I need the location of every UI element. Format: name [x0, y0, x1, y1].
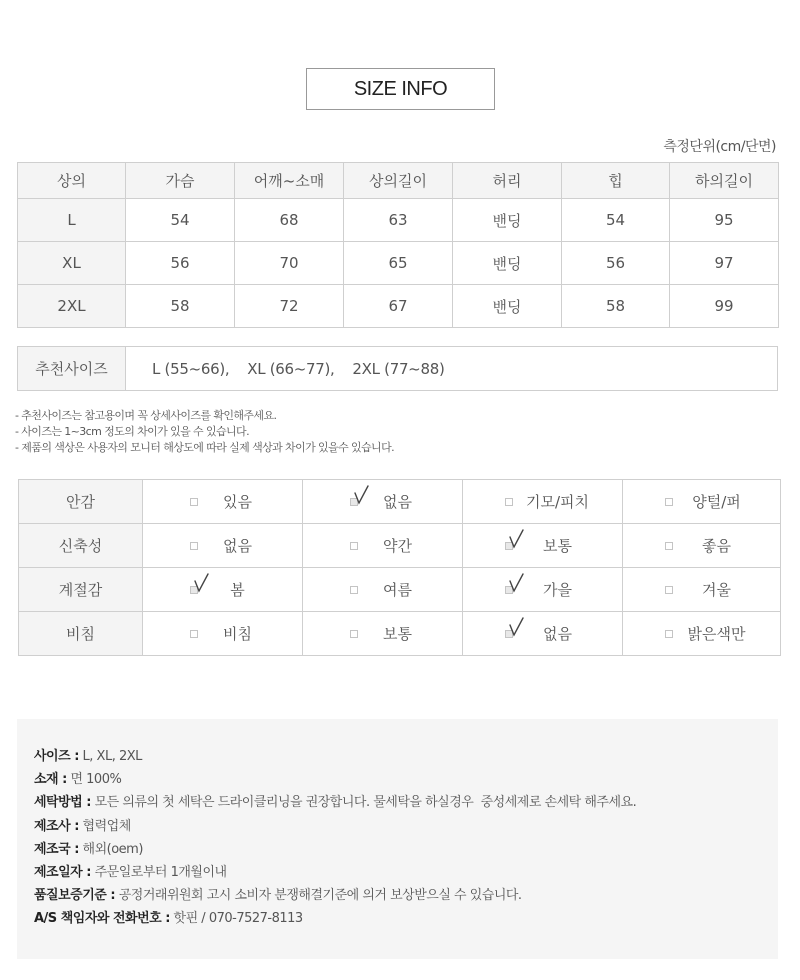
option-label: 여름 — [383, 581, 412, 599]
table-row — [18, 199, 779, 242]
size-notes — [15, 408, 394, 456]
note-line: - 제품의 색상은 사용자의 모니터 해상도에 따라 실제 색상과 차이가 있을수 있습니다. — [15, 441, 395, 454]
property-option[interactable] — [303, 568, 463, 612]
info-key: 세탁방법 : — [34, 795, 91, 811]
info-row — [34, 907, 778, 930]
property-label: 비침 — [19, 612, 143, 656]
table-cell: 95 — [670, 199, 779, 242]
info-row — [34, 791, 778, 814]
table-cell: 밴딩 — [453, 285, 562, 328]
option-label: 없음 — [383, 493, 412, 511]
info-value: 협력업체 — [78, 818, 131, 834]
checkmark-icon — [507, 616, 525, 638]
option-label: 봄 — [230, 581, 245, 599]
header-cell: 상의길이 — [344, 163, 453, 199]
property-option[interactable] — [623, 524, 781, 568]
size-table — [17, 162, 779, 328]
checkbox[interactable] — [665, 498, 673, 506]
size-label-cell: 2XL — [18, 285, 126, 328]
info-value: 공정거래위원회 고시 소비자 분쟁해결기준에 의거 보상받으실 수 있습니다. — [115, 888, 522, 904]
property-option[interactable] — [143, 524, 303, 568]
option-label: 보통 — [383, 625, 412, 643]
info-key: 사이즈 : — [34, 749, 79, 764]
note-line: - 사이즈는 1~3cm 정도의 차이가 있을 수 있습니다. — [15, 425, 249, 438]
option-label: 가을 — [543, 581, 572, 599]
info-value: 핫핀 / 070-7527-8113 — [169, 911, 303, 927]
option-label: 기모/피치 — [525, 493, 589, 511]
info-key: 소재 : — [34, 772, 67, 788]
size-label-cell: L — [18, 199, 126, 242]
property-option[interactable] — [143, 568, 303, 612]
size-table-header — [18, 163, 779, 199]
checkmark-icon — [507, 528, 525, 550]
table-cell: 58 — [562, 285, 670, 328]
info-key: 제조일자 : — [34, 865, 91, 881]
table-cell: 68 — [235, 199, 344, 242]
info-key: A/S 책임자와 전화번호 : — [34, 911, 170, 927]
property-option[interactable] — [143, 612, 303, 656]
info-value: L, XL, 2XL — [78, 749, 142, 764]
info-value: 면 100% — [66, 772, 122, 788]
recommended-size-value: L (55~66), XL (66~77), 2XL (77~88) — [126, 347, 778, 391]
property-option[interactable] — [143, 480, 303, 524]
option-label: 보통 — [543, 537, 572, 555]
option-label: 비침 — [223, 625, 252, 643]
option-label: 없음 — [543, 625, 572, 643]
property-option[interactable] — [623, 480, 781, 524]
table-cell: 58 — [126, 285, 235, 328]
note-line: - 추천사이즈는 참고용이며 꼭 상세사이즈를 확인해주세요. — [15, 409, 277, 422]
table-cell: 54 — [562, 199, 670, 242]
option-label: 양털/퍼 — [692, 493, 741, 511]
checkmark-icon — [507, 572, 525, 594]
info-row — [34, 815, 778, 838]
info-key: 품질보증기준 : — [34, 888, 116, 904]
checkbox[interactable] — [350, 542, 358, 550]
table-cell: 56 — [562, 242, 670, 285]
table-row — [19, 524, 781, 568]
info-key: 제조국 : — [34, 841, 79, 857]
size-label-cell: XL — [18, 242, 126, 285]
table-cell: 65 — [344, 242, 453, 285]
table-cell: 72 — [235, 285, 344, 328]
property-label: 안감 — [19, 480, 143, 524]
table-row — [18, 347, 778, 391]
option-label: 약간 — [383, 537, 412, 555]
option-label: 있음 — [223, 493, 252, 511]
property-option[interactable] — [303, 524, 463, 568]
measurement-unit-note: 측정단위(cm/단면) — [663, 139, 776, 155]
header-cell: 상의 — [18, 163, 126, 199]
checkbox[interactable] — [505, 498, 513, 506]
checkbox[interactable] — [190, 542, 198, 550]
table-cell: 99 — [670, 285, 779, 328]
info-row — [34, 768, 778, 791]
table-cell: 54 — [126, 199, 235, 242]
table-cell: 67 — [344, 285, 453, 328]
checkbox[interactable] — [190, 630, 198, 638]
property-option[interactable] — [623, 568, 781, 612]
property-option[interactable] — [463, 612, 623, 656]
info-value: 모든 의류의 첫 세탁은 드라이클리닝을 권장합니다. 물세탁을 하실경우 중성세제로 손세탁 해주세요. — [90, 795, 637, 811]
property-option[interactable] — [463, 480, 623, 524]
table-row — [19, 480, 781, 524]
fabric-properties-table — [18, 479, 781, 656]
info-value: 해외(oem) — [78, 841, 143, 857]
table-cell: 밴딩 — [453, 199, 562, 242]
header-cell: 힙 — [562, 163, 670, 199]
option-label: 좋음 — [702, 537, 731, 555]
recommended-size-label: 추천사이즈 — [18, 347, 126, 391]
info-row — [34, 745, 778, 768]
property-option[interactable] — [463, 524, 623, 568]
option-label: 겨울 — [702, 581, 731, 599]
checkmark-icon — [352, 484, 370, 506]
property-option[interactable] — [303, 612, 463, 656]
table-row — [19, 612, 781, 656]
table-row — [18, 285, 779, 328]
property-label: 신축성 — [19, 524, 143, 568]
info-row — [34, 838, 778, 861]
table-row — [18, 242, 779, 285]
table-cell: 70 — [235, 242, 344, 285]
checkbox[interactable] — [350, 586, 358, 594]
option-label: 없음 — [223, 537, 252, 555]
info-key: 제조사 : — [34, 818, 79, 834]
size-info-title: SIZE INFO — [306, 68, 495, 110]
info-row — [34, 861, 778, 884]
checkbox[interactable] — [665, 542, 673, 550]
product-info-box — [17, 719, 778, 959]
checkbox[interactable] — [665, 586, 673, 594]
property-option[interactable] — [303, 480, 463, 524]
option-label: 밝은색만 — [687, 625, 746, 643]
property-option[interactable] — [463, 568, 623, 612]
table-cell: 밴딩 — [453, 242, 562, 285]
table-cell: 97 — [670, 242, 779, 285]
info-value: 주문일로부터 1개월이내 — [90, 865, 227, 881]
property-option[interactable] — [623, 612, 781, 656]
header-cell: 하의길이 — [670, 163, 779, 199]
header-cell: 허리 — [453, 163, 562, 199]
property-label: 계절감 — [19, 568, 143, 612]
checkbox[interactable] — [190, 498, 198, 506]
table-row — [19, 568, 781, 612]
checkbox[interactable] — [350, 630, 358, 638]
recommended-size-table — [17, 346, 778, 391]
header-cell: 가슴 — [126, 163, 235, 199]
header-cell: 어깨~소매 — [235, 163, 344, 199]
table-cell: 63 — [344, 199, 453, 242]
checkbox[interactable] — [665, 630, 673, 638]
table-cell: 56 — [126, 242, 235, 285]
info-row — [34, 884, 778, 907]
checkmark-icon — [192, 572, 210, 594]
